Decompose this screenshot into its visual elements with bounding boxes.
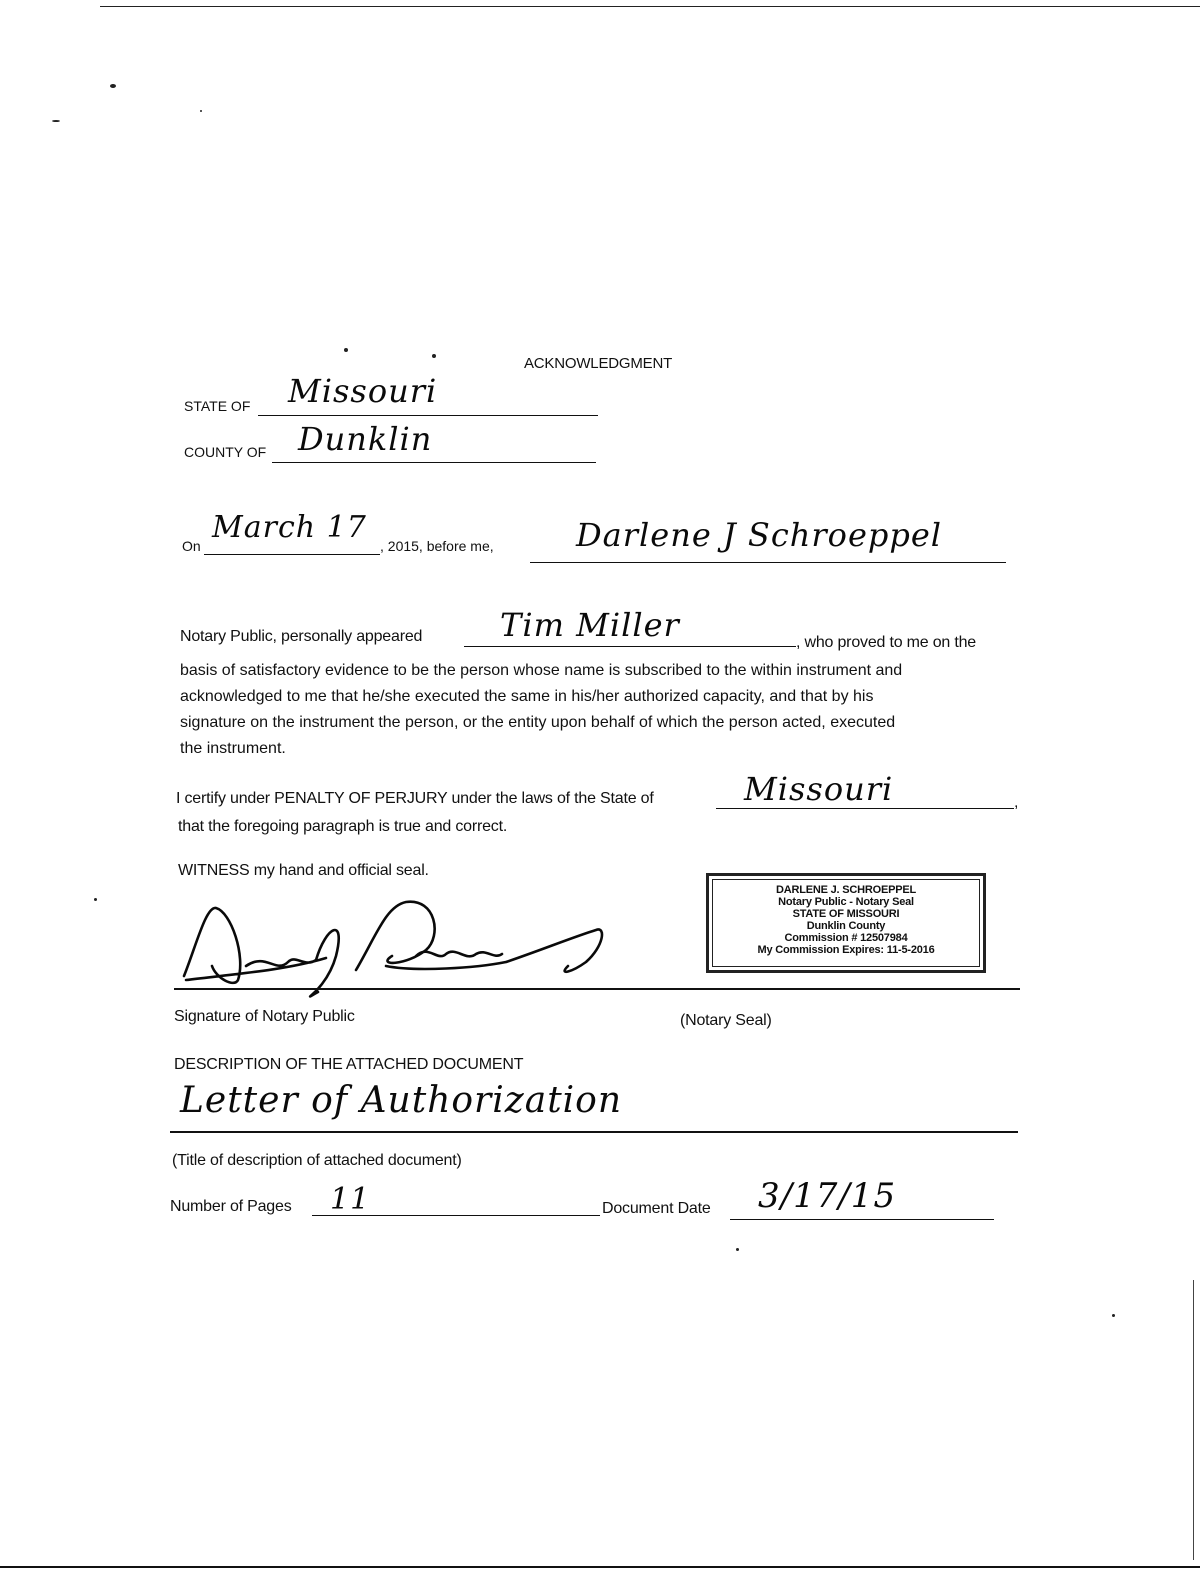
notary-seal-stamp [706,873,986,973]
paragraph-line: signature on the instrument the person, or the entity upon behalf of which the person acted, executed [180,714,896,731]
description-handwritten: Letter of Authorization [180,1080,623,1121]
certify-text: I certify under PENALTY OF PERJURY under the laws of the State of [176,790,654,807]
on-label: On [182,538,201,554]
appeared-suffix: , who proved to me on the [796,634,977,651]
seal-label: (Notary Seal) [680,1012,772,1029]
scan-speck [110,84,116,88]
scan-edge-top [100,6,1200,7]
certify-end-comma: , [1014,794,1019,811]
pages-handwritten: 11 [330,1182,371,1217]
seal-line: Notary Public - Notary Seal [778,896,914,908]
notary-name-line [530,562,1006,563]
state-line [258,415,598,416]
title-desc-label: (Title of description of attached document) [172,1152,462,1169]
scan-speck [52,120,60,122]
notary-name-handwritten: Darlene J Schroeppel [576,516,943,554]
pages-label: Number of Pages [170,1198,292,1215]
county-label: COUNTY OF [184,444,267,460]
scan-speck [432,354,436,358]
signature-line [174,988,1020,990]
paragraph-line: acknowledged to me that he/she executed the same in his/her authorized capacity, and that by his [180,688,874,705]
year-text: , 2015, before me, [380,538,494,554]
doc-date-label: Document Date [602,1200,711,1217]
scan-speck [736,1248,739,1251]
certify-line-2: that the foregoing paragraph is true and correct. [178,818,508,835]
seal-line: My Commission Expires: 11-5-2016 [757,944,935,956]
state-handwritten: Missouri [288,372,438,410]
scan-speck [94,898,97,901]
seal-line: Dunklin County [806,920,886,932]
scan-speck [344,348,348,352]
scan-speck [200,110,202,112]
signature-label: Signature of Notary Public [174,1008,355,1025]
seal-line: Commission # 12507984 [784,932,908,944]
paragraph-line: basis of satisfactory evidence to be the person whose name is subscribed to the within instrument and [180,662,903,679]
county-handwritten: Dunklin [298,420,433,458]
doc-date-handwritten: 3/17/15 [758,1176,897,1216]
witness-text: WITNESS my hand and official seal. [178,862,429,879]
state-label: STATE OF [184,398,251,414]
county-line [272,462,596,463]
scan-speck [1112,1314,1115,1317]
doc-date-line [730,1219,994,1220]
appeared-name-handwritten: Tim Miller [500,606,680,644]
certify-state-line [716,808,1014,809]
description-line [170,1131,1018,1133]
appeared-line [464,646,796,647]
date-line [204,554,380,555]
description-label: DESCRIPTION OF THE ATTACHED DOCUMENT [174,1056,524,1073]
paragraph-line: the instrument. [180,740,286,757]
certify-state-handwritten: Missouri [744,770,894,808]
seal-line: DARLENE J. SCHROEPPEL [775,884,917,896]
acknowledgment-paragraph [180,658,1020,762]
document-title: ACKNOWLEDGMENT [524,355,673,372]
seal-line: STATE OF MISSOURI [792,908,900,920]
scan-edge-right [1193,1280,1194,1560]
on-date-handwritten: March 17 [212,510,367,545]
scan-edge-bottom [0,1566,1200,1568]
appeared-label: Notary Public, personally appeared [180,628,423,645]
